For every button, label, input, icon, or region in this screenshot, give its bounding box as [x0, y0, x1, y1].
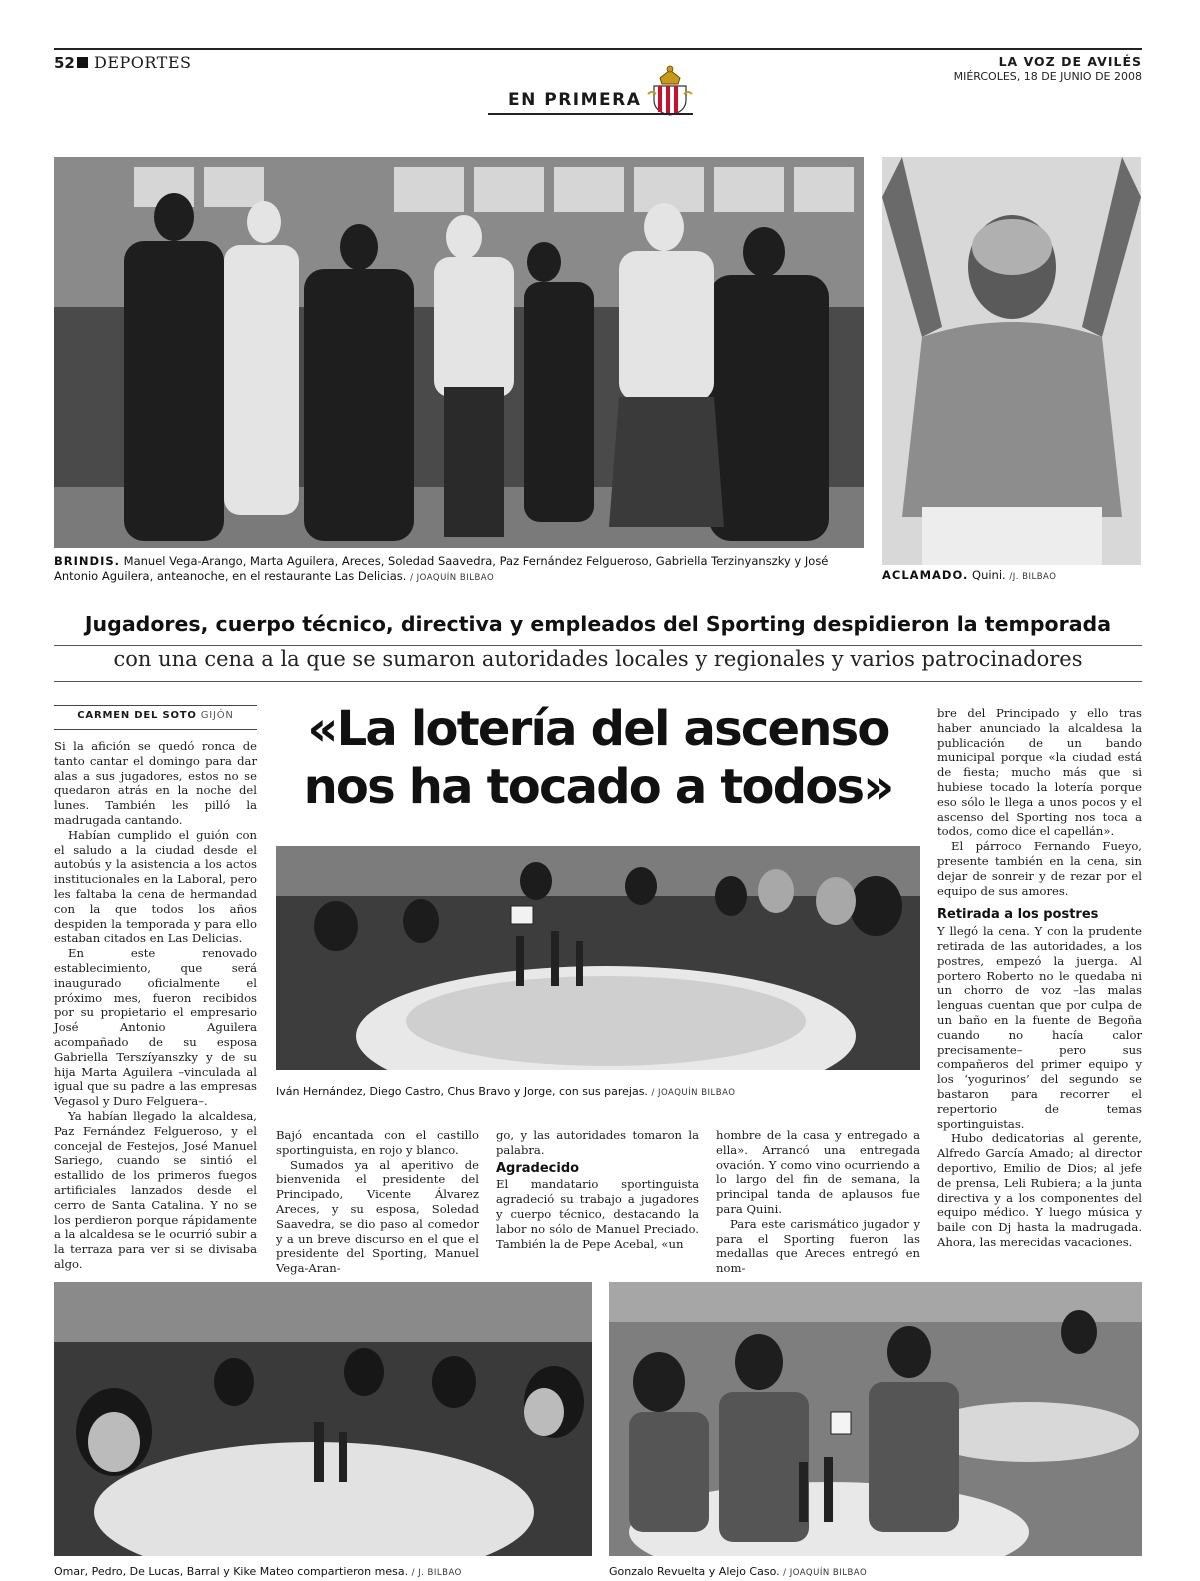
photo-quini: [882, 157, 1141, 565]
headline-line-2: nos ha tocado a todos»: [303, 759, 893, 815]
col5-paragraph: El párroco Fernando Fueyo, presente también en la cena, sin dejar de sonreir y de rezar por el equipo de sus amores.: [937, 839, 1142, 898]
photo-shared-table: [54, 1282, 592, 1556]
header-top-rule: [54, 48, 1142, 50]
page-number: 52: [54, 54, 75, 72]
col1-paragraph: Ya habían llegado la alcaldesa, Paz Fernández Felgueroso, y el concejal de Festejos, José Manuel Sariego, cuando se sintió el estallido de los primeros fuegos artificiales lanzados desde el cerro de Santa Catalina. Y no se los perdieron porque rápidamente a la alcaldesa se le ocurrió subir a la terraza para ver si se divisaba algo.: [54, 1108, 257, 1271]
caption-bottom-left-text: Omar, Pedro, De Lucas, Barral y Kike Mateo compartieron mesa.: [54, 1565, 409, 1578]
banner-underline: [488, 113, 693, 115]
article-column-3: [496, 1128, 699, 1251]
byline: [54, 710, 257, 721]
caption-brindis: [54, 554, 864, 586]
byline-rule-bottom: [54, 729, 257, 730]
caption-brindis-credit: / JOAQUÍN BILBAO: [410, 573, 495, 583]
article-column-5: [937, 706, 1142, 1250]
caption-bottom-right: [609, 1564, 1142, 1581]
article-column-1: [54, 739, 257, 1272]
caption-quini-lead: ACLAMADO.: [882, 568, 969, 582]
caption-brindis-text: Manuel Vega-Arango, Marta Aguilera, Areces, Soledad Saavedra, Paz Fernández Felgueroso, Gabriella Terzinyanszky y José Antonio Aguilera, anteanoche, en el restaurante Las Delicias.: [54, 554, 829, 583]
headline: [276, 700, 920, 816]
subhead-retirada: Retirada a los postres: [937, 907, 1099, 923]
section-square-icon: [77, 57, 88, 68]
caption-center-photo: [276, 1084, 920, 1101]
caption-brindis-lead: BRINDIS.: [54, 554, 120, 568]
newspaper-name: LA VOZ DE AVILÉS: [998, 54, 1142, 69]
col2-paragraph: Bajó encantada con el castillo sportinguista, en rojo y blanco.: [276, 1128, 479, 1157]
col2-paragraph: Sumados ya al aperitivo de bienvenida el presidente del Principado, Vicente Álvarez Areces, y su esposa, Soledad Saavedra, se dio paso al comedor y a un breve discurso en el que el presidente del Sporting, Manuel Vega-Aran-: [276, 1157, 479, 1276]
deck-rule: [54, 645, 1142, 646]
col1-paragraph: Si la afición se quedó ronca de tanto cantar el domingo para dar alas a sus jugadores, estos no se quedaron atrás en la noche del lunes. También les pilló la madrugada cantando.: [54, 739, 257, 827]
col5-paragraph: Y llegó la cena. Y con la prudente retirada de las autoridades, a los postres, empezó la juerga. Al portero Roberto no le quedaba ni un chorro de voz –las malas lenguas cuentan que por culpa de un baño en la fuente de Begoña cuando no hacía calor precisamente– pero sus compañeros del primer equipo y los ‘yogurinos’ del segundo se bastaron para recorrer el repertorio de temas sportinguistas.: [937, 924, 1142, 1131]
caption-bottom-left: [54, 1564, 592, 1581]
col4-paragraph: Para este carismático jugador y para el Sporting fueron las medallas que Areces entregó en nom-: [716, 1216, 920, 1276]
col5-paragraph: bre del Principado y ello tras haber anunciado la alcaldesa la publicación de un bando municipal porque «la ciudad está de fiesta; mucho más que si hubiese tocado la lotería porque eso sólo le llega a unos pocos y el ascenso del Sporting nos toca a todos, como dice el capellán».: [937, 706, 1142, 839]
col3-intro: go, y las autoridades tomaron la palabra.: [496, 1128, 699, 1157]
col4-paragraph: hombre de la casa y entregado a ella». Arrancó una entregada ovación. Y como vino ocurriendo a lo largo del fin de semana, la principal tanda de aplausos fue para Quini.: [716, 1128, 920, 1216]
deck-bottom-rule: [54, 681, 1142, 682]
caption-bottom-left-credit: / J. BILBAO: [411, 1568, 462, 1578]
article-column-2: [276, 1128, 479, 1276]
section-name: DEPORTES: [94, 53, 192, 72]
col5-paragraph: Hubo dedicatorias al gerente, Alfredo García Amado; al director deportivo, Emilio de Dios; al jefe de prensa, Leli Rubiera; a la junta directiva y a los componentes del equipo médico. Y luego música y baile con Dj hasta la madrugada. Ahora, las merecidas vacaciones.: [937, 1131, 1142, 1249]
col3-paragraph: El mandatario sportinguista agradeció su trabajo a jugadores y cuerpo técnico, destacando la labor no sólo de Manuel Preciado. También la de Pepe Acebal, «un: [496, 1177, 699, 1251]
deck-line-2: con una cena a la que se sumaron autoridades locales y regionales y varios patrocinadores: [113, 647, 1083, 671]
byline-rule-top: [54, 705, 257, 706]
byline-author: CARMEN DEL SOTO: [77, 710, 197, 721]
sporting-crest-icon: [646, 64, 694, 116]
deck-line-1: Jugadores, cuerpo técnico, directiva y empleados del Sporting despidieron la temporada: [84, 612, 1112, 636]
headline-line-1: «La lotería del ascenso: [307, 701, 889, 757]
caption-quini-text: Quini.: [972, 568, 1006, 582]
col1-paragraph: En este renovado establecimiento, que será inaugurado oficialmente el próximo mes, fueron recibidos por su propietario el empresario José Antonio Aguilera acompañado de su esposa Gabriella Terszíyanszky y de su hija Marta Aguilera –vinculada al igual que su padre a las empresas Vegasol y Duro Felguera–.: [54, 946, 257, 1109]
photo-revuelta-caso: [609, 1282, 1142, 1556]
caption-bottom-right-credit: / JOAQUÍN BILBAO: [783, 1568, 868, 1578]
group-photo-brindis: [54, 157, 864, 548]
subhead-agradecido: Agradecido: [496, 1160, 580, 1176]
byline-location: GIJÓN: [200, 710, 234, 721]
caption-center-credit: / JOAQUÍN BILBAO: [651, 1088, 736, 1098]
section-banner: EN PRIMERA: [508, 90, 642, 110]
caption-quini-credit: /J. BILBAO: [1009, 572, 1057, 582]
caption-quini: [882, 568, 1141, 585]
col1-paragraph: Habían cumplido el guión con el saludo a la ciudad desde el autobús y la asistencia a los actos institucionales en la Laboral, pero les faltaba la cena de hermandad con la que todos los años despiden la temporada y para ello estaban citados en Las Delicias.: [54, 827, 257, 946]
article-column-4: [716, 1128, 920, 1276]
photo-players-partners: [276, 846, 920, 1070]
caption-bottom-right-text: Gonzalo Revuelta y Alejo Caso.: [609, 1565, 780, 1578]
caption-center-text: Iván Hernández, Diego Castro, Chus Bravo y Jorge, con sus parejas.: [276, 1085, 648, 1098]
issue-date: MIÉRCOLES, 18 DE JUNIO DE 2008: [953, 70, 1142, 83]
